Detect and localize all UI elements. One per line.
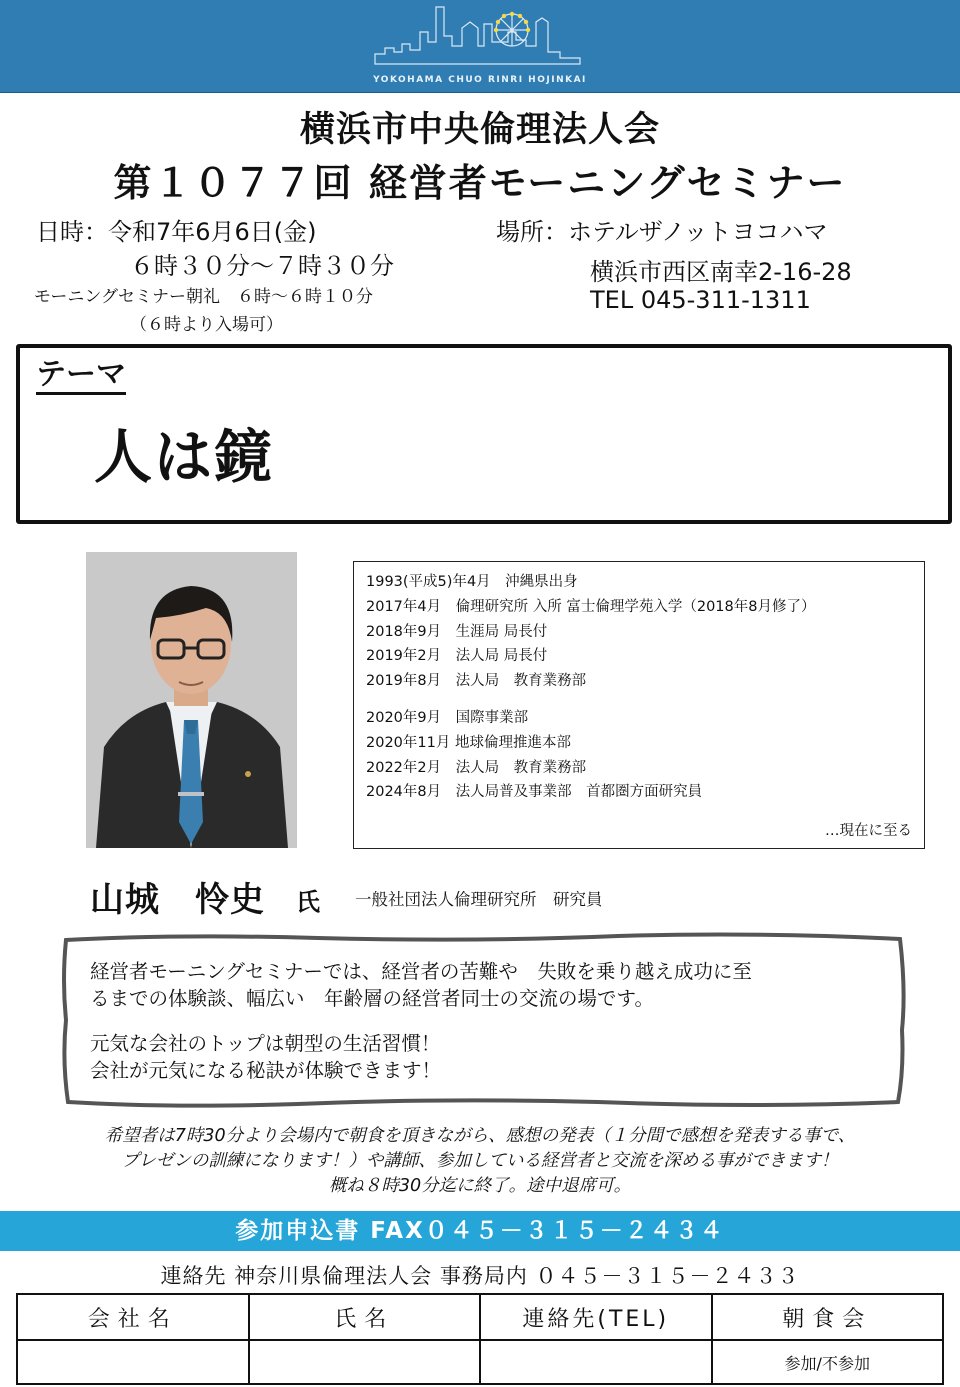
career-spacer xyxy=(366,694,815,706)
seminar-title: 第１０７７回 経営者モーニングセミナー xyxy=(113,161,847,205)
theme-title: 人は鏡 xyxy=(94,423,275,491)
morning-ceremony: モーニングセミナー朝礼 ６時～６時１０分 xyxy=(34,287,373,307)
company-input-cell[interactable] xyxy=(17,1340,249,1384)
venue-label: 場所： xyxy=(496,218,568,246)
entry-note: （６時より入場可） xyxy=(130,315,283,335)
application-form-table xyxy=(16,1293,944,1385)
venue-name: ホテルザノットヨコハマ xyxy=(568,218,828,246)
career-end: …現在に至る xyxy=(825,823,912,839)
breakfast-note-line: プレゼンの訓練になります！）や講師、参加している経営者と交流を深める事ができます！ xyxy=(121,1151,839,1171)
breakfast-option-cell[interactable]: 参加/不参加 xyxy=(712,1340,944,1384)
datetime-line xyxy=(36,212,317,247)
career-item: 2017年4月 倫理研究所 入所 富士倫理学苑入学（2018年8月修了） xyxy=(366,598,816,615)
theme-box xyxy=(16,344,952,524)
table-header-row xyxy=(17,1294,943,1340)
datetime-label: 日時： xyxy=(36,218,108,246)
header-banner xyxy=(0,0,960,93)
speaker-photo xyxy=(86,552,297,848)
speaker-name: 山城 怜史 xyxy=(90,880,265,920)
column-header-name: 氏名 xyxy=(249,1294,481,1340)
career-item: 1993(平成5)年4月 沖縄県出身 xyxy=(366,574,578,590)
column-header-company: 会社名 xyxy=(17,1294,249,1340)
banner-text: YOKOHAMA CHUO RINRI HOJINKAI xyxy=(373,75,587,85)
description-line: 元気な会社のトップは朝型の生活習慣！ xyxy=(90,1032,441,1055)
career-item: 2022年2月 法人局 教育業務部 xyxy=(366,759,587,776)
skyline-logo-icon xyxy=(370,2,590,72)
description-line: 経営者モーニングセミナーでは、経営者の苦難や 失敗を乗り越え成功に至 xyxy=(90,960,752,983)
column-header-breakfast: 朝食会 xyxy=(712,1294,944,1340)
theme-label: テーマ xyxy=(36,358,126,395)
datetime-date: 令和7年6月6日(金) xyxy=(108,218,317,246)
table-row xyxy=(17,1340,943,1384)
career-box xyxy=(353,561,925,849)
datetime-time: ６時３０分～７時３０分 xyxy=(130,252,394,280)
career-item: 2020年9月 国際事業部 xyxy=(366,709,529,726)
breakfast-note-line: 概ね８時30分迄に終了。途中退席可。 xyxy=(328,1176,632,1196)
career-item: 2019年2月 法人局 局長付 xyxy=(366,648,548,665)
tel-input-cell[interactable] xyxy=(480,1340,712,1384)
speaker-affiliation: 一般社団法人倫理研究所 研究員 xyxy=(355,890,603,909)
career-item: 2020年11月 地球倫理推進本部 xyxy=(366,734,571,751)
venue-tel: TEL 045-311-1311 xyxy=(590,286,811,314)
fax-application-bar: 参加申込書 FAX０４５－３１５－２４３４ xyxy=(0,1211,960,1251)
career-list xyxy=(366,570,815,805)
career-item: 2019年8月 法人局 教育業務部 xyxy=(366,673,587,690)
breakfast-note-line: 希望者は7時30分より会場内で朝食を頂きながら、感想の発表（１分間で感想を発表する事で、 xyxy=(104,1126,856,1146)
description-line: るまでの体験談、幅広い 年齢層の経営者同士の交流の場です。 xyxy=(90,987,654,1010)
venue-address: 横浜市西区南幸2-16-28 xyxy=(590,258,852,286)
venue-line xyxy=(496,212,827,247)
career-item: 2018年9月 生涯局 局長付 xyxy=(366,623,548,640)
description-line: 会社が元気になる秘訣が体験できます！ xyxy=(90,1059,442,1082)
career-item: 2024年8月 法人局普及事業部 首都圏方面研究員 xyxy=(366,784,703,801)
org-title: 横浜市中央倫理法人会 xyxy=(299,110,660,150)
name-input-cell[interactable] xyxy=(249,1340,481,1384)
contact-line: 連絡先 神奈川県倫理法人会 事務局内 ０４５－３１５－２４３３ xyxy=(160,1264,800,1288)
column-header-tel: 連絡先(TEL) xyxy=(480,1294,712,1340)
speaker-honorific: 氏 xyxy=(296,888,320,916)
